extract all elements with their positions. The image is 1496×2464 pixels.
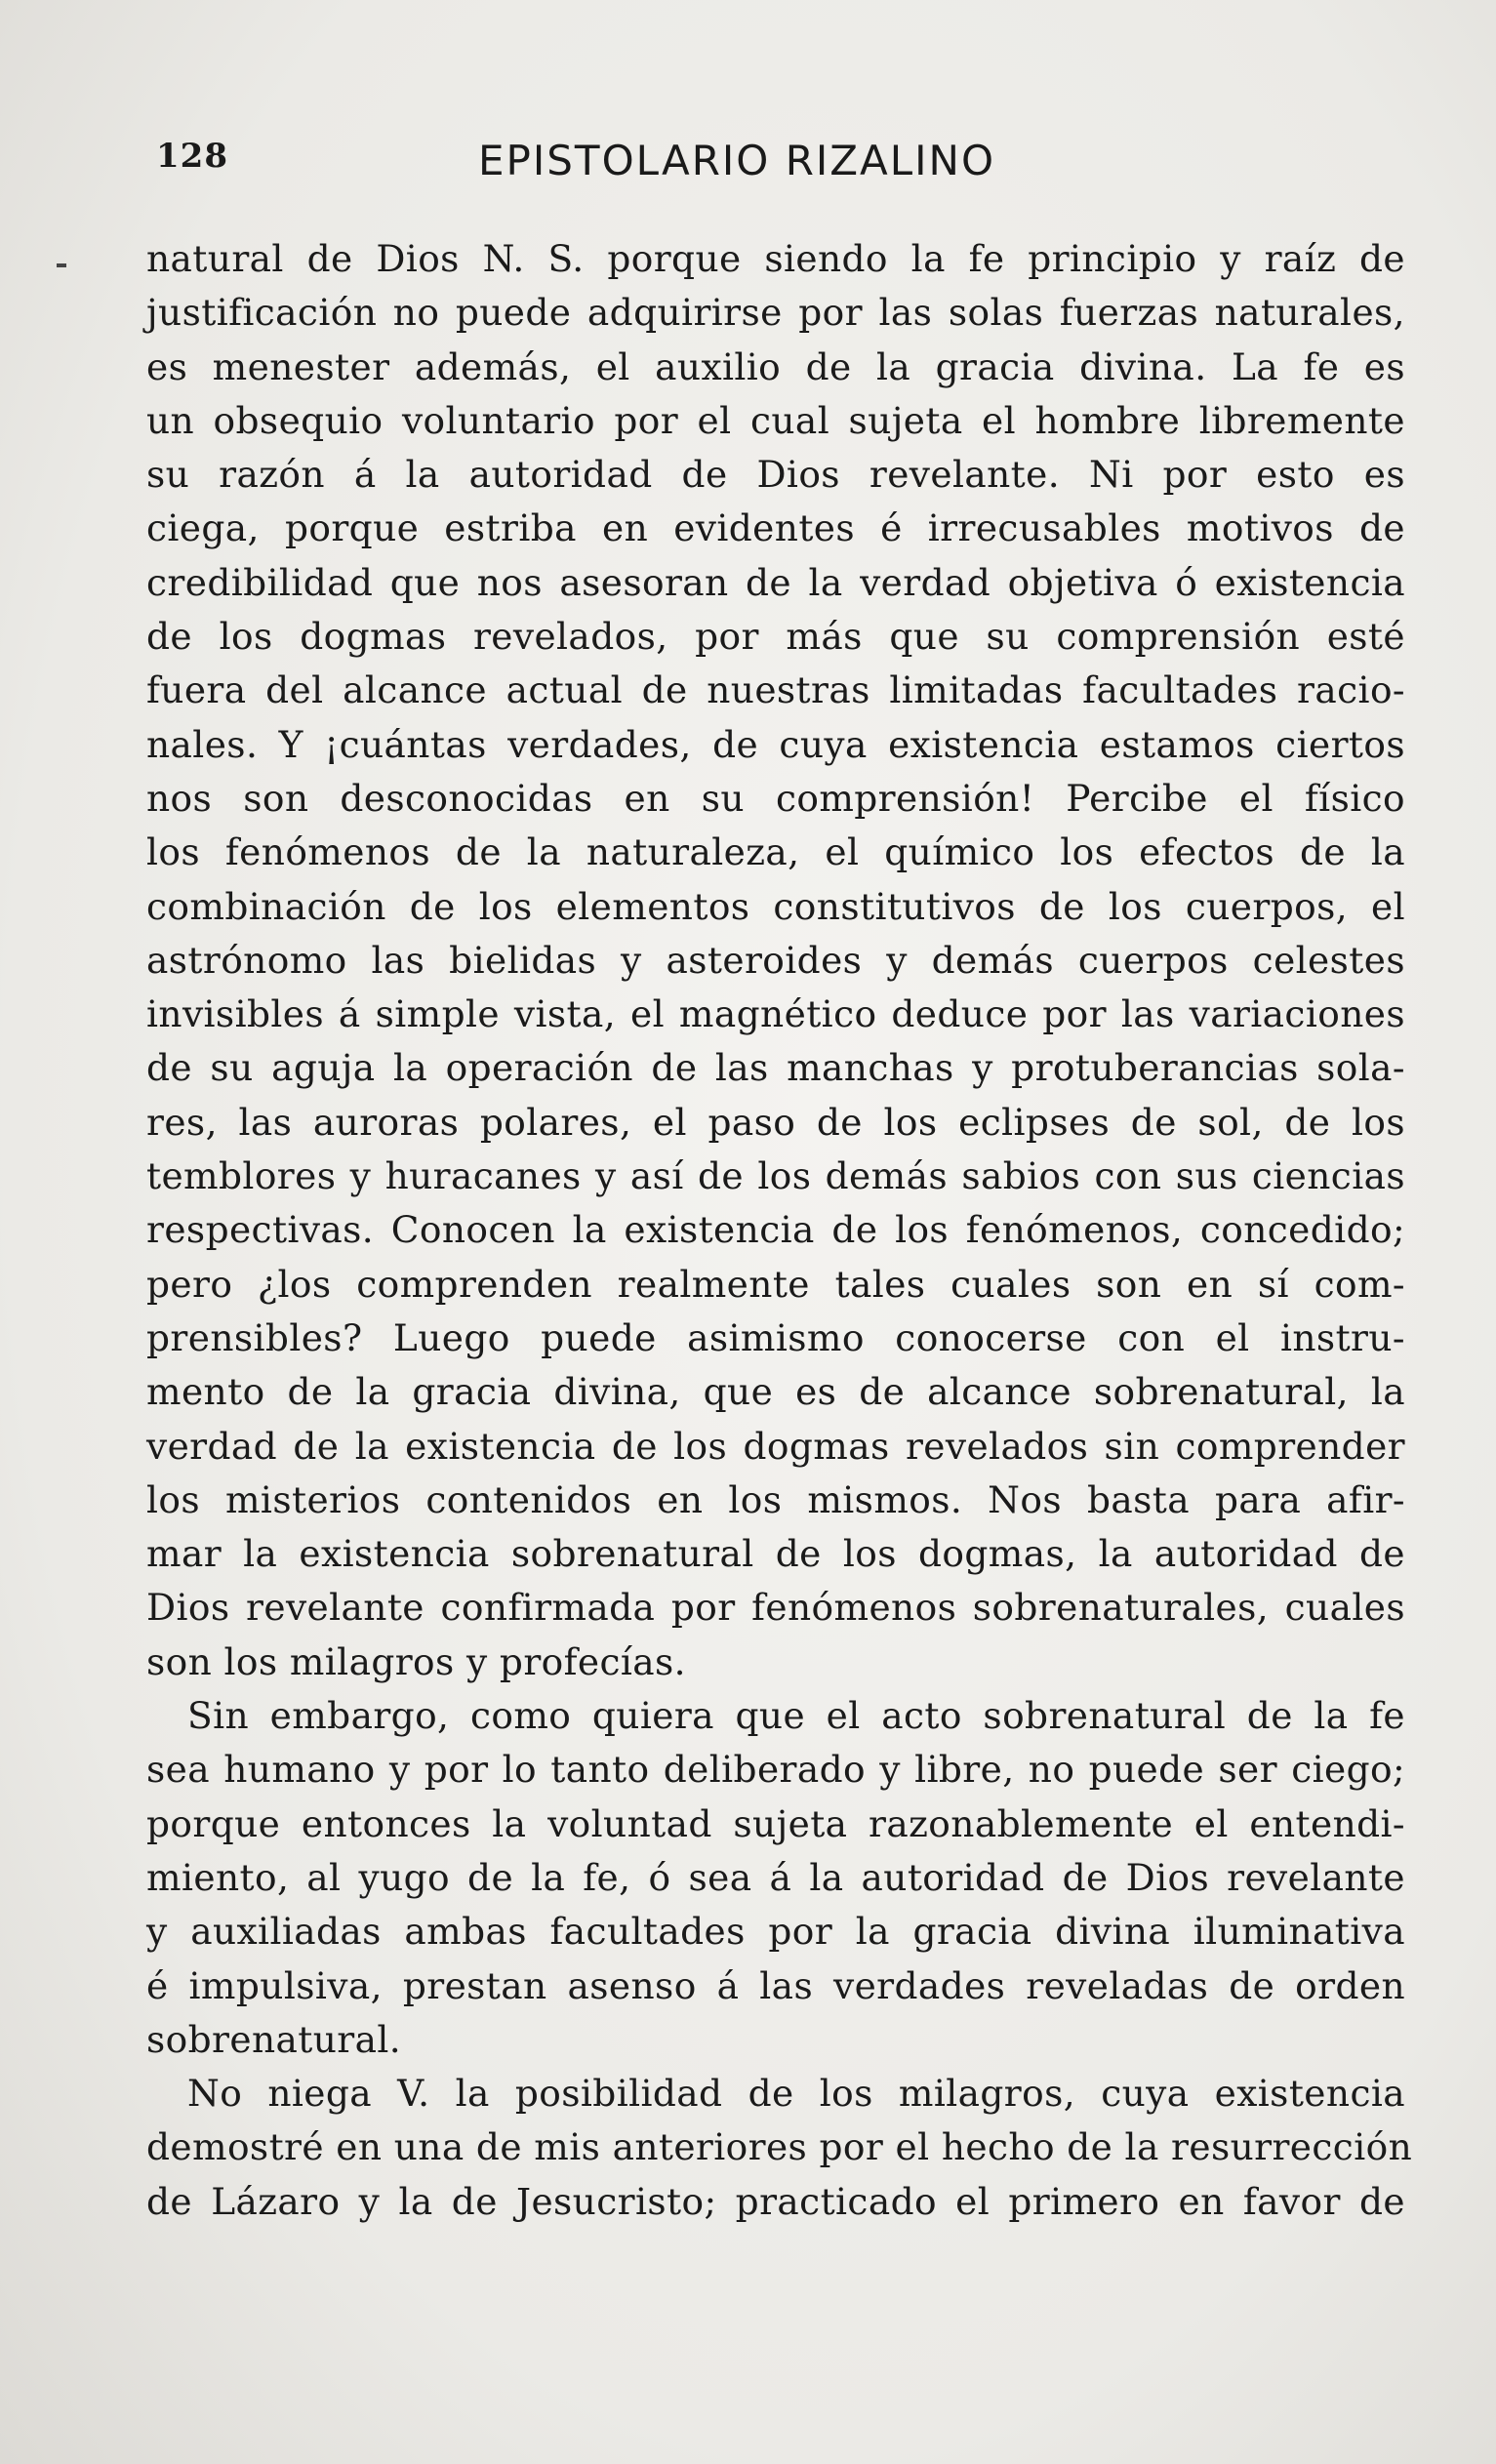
text-line: respectivas. Conocen la existencia de los fenómenos, concedido; xyxy=(146,1208,1405,1252)
text-line: é impulsiva, prestan asenso á las verdades reveladas de orden xyxy=(146,1963,1405,2007)
page-number: 128 xyxy=(156,137,228,176)
margin-mark xyxy=(57,263,66,267)
text-line: nales. Y ¡cuántas verdades, de cuya existencia estamos ciertos xyxy=(146,722,1405,766)
text-line: es menester además, el auxilio de la gracia divina. La fe es xyxy=(146,344,1405,388)
running-title: EPISTOLARIO RIZALINO xyxy=(478,137,996,184)
text-line: y auxiliadas ambas facultades por la gracia divina iluminativa xyxy=(146,1910,1405,1954)
text-line: No niega V. la posibilidad de los milagros, cuya existencia xyxy=(187,2072,1405,2116)
text-line: demostré en una de mis anteriores por el hecho de la resurrección xyxy=(146,2125,1413,2169)
text-line: natural de Dios N. S. porque siendo la fe principio y raíz de xyxy=(146,237,1405,280)
text-line: los fenómenos de la naturaleza, el químico los efectos de la xyxy=(146,830,1405,874)
text-line: combinación de los elementos constitutivos de los cuerpos, el xyxy=(146,884,1405,928)
text-line: fuera del alcance actual de nuestras limitadas facultades racio- xyxy=(146,668,1405,712)
text-line: ciega, porque estriba en evidentes é irrecusables motivos de xyxy=(146,506,1405,550)
text-line: Dios revelante confirmada por fenómenos sobrenaturales, cuales xyxy=(146,1586,1405,1630)
text-line: sobrenatural. xyxy=(146,2017,402,2061)
text-line: miento, al yugo de la fe, ó sea á la autoridad de Dios revelante xyxy=(146,1855,1405,1899)
text-line: porque entonces la voluntad sujeta razonablemente el entendi- xyxy=(146,1801,1405,1845)
text-line: invisibles á simple vista, el magnético deduce por las variaciones xyxy=(146,992,1405,1036)
text-line: verdad de la existencia de los dogmas revelados sin comprender xyxy=(146,1424,1405,1468)
text-line: prensibles? Luego puede asimismo conocerse con el instru- xyxy=(146,1315,1405,1359)
text-line: de Lázaro y la de Jesucristo; practicado el primero en favor de xyxy=(146,2179,1405,2223)
text-line: Sin embargo, como quiera que el acto sobrenatural de la fe xyxy=(187,1694,1405,1738)
text-line: sea humano y por lo tanto deliberado y libre, no puede ser ciego; xyxy=(146,1748,1405,1792)
text-line: temblores y huracanes y así de los demás sabios con sus ciencias xyxy=(146,1154,1405,1198)
text-line: de los dogmas revelados, por más que su comprensión esté xyxy=(146,615,1405,659)
text-line: un obsequio voluntario por el cual sujeta el hombre libremente xyxy=(146,398,1405,442)
text-line: los misterios contenidos en los mismos. Nos basta para afir- xyxy=(146,1477,1405,1521)
text-line: su razón á la autoridad de Dios revelante. Ni por esto es xyxy=(146,453,1405,497)
body-text xyxy=(146,232,1413,2229)
text-line: nos son desconocidas en su comprensión! Percibe el físico xyxy=(146,776,1405,820)
text-line: res, las auroras polares, el paso de los eclipses de sol, de los xyxy=(146,1100,1405,1144)
text-line: mar la existencia sobrenatural de los dogmas, la autoridad de xyxy=(146,1532,1405,1576)
text-line: mento de la gracia divina, que es de alcance sobrenatural, la xyxy=(146,1370,1405,1414)
text-line: credibilidad que nos asesoran de la verdad objetiva ó existencia xyxy=(146,560,1405,604)
text-line: justificación no puede adquirirse por las solas fuerzas naturales, xyxy=(146,291,1405,335)
text-line: de su aguja la operación de las manchas y protuberancias sola- xyxy=(146,1046,1405,1090)
page-header xyxy=(156,137,1356,195)
text-line: pero ¿los comprenden realmente tales cuales son en sí com- xyxy=(146,1262,1405,1306)
text-line: son los milagros y profecías. xyxy=(146,1639,687,1683)
text-line: astrónomo las bielidas y asteroides y demás cuerpos celestes xyxy=(146,938,1405,982)
